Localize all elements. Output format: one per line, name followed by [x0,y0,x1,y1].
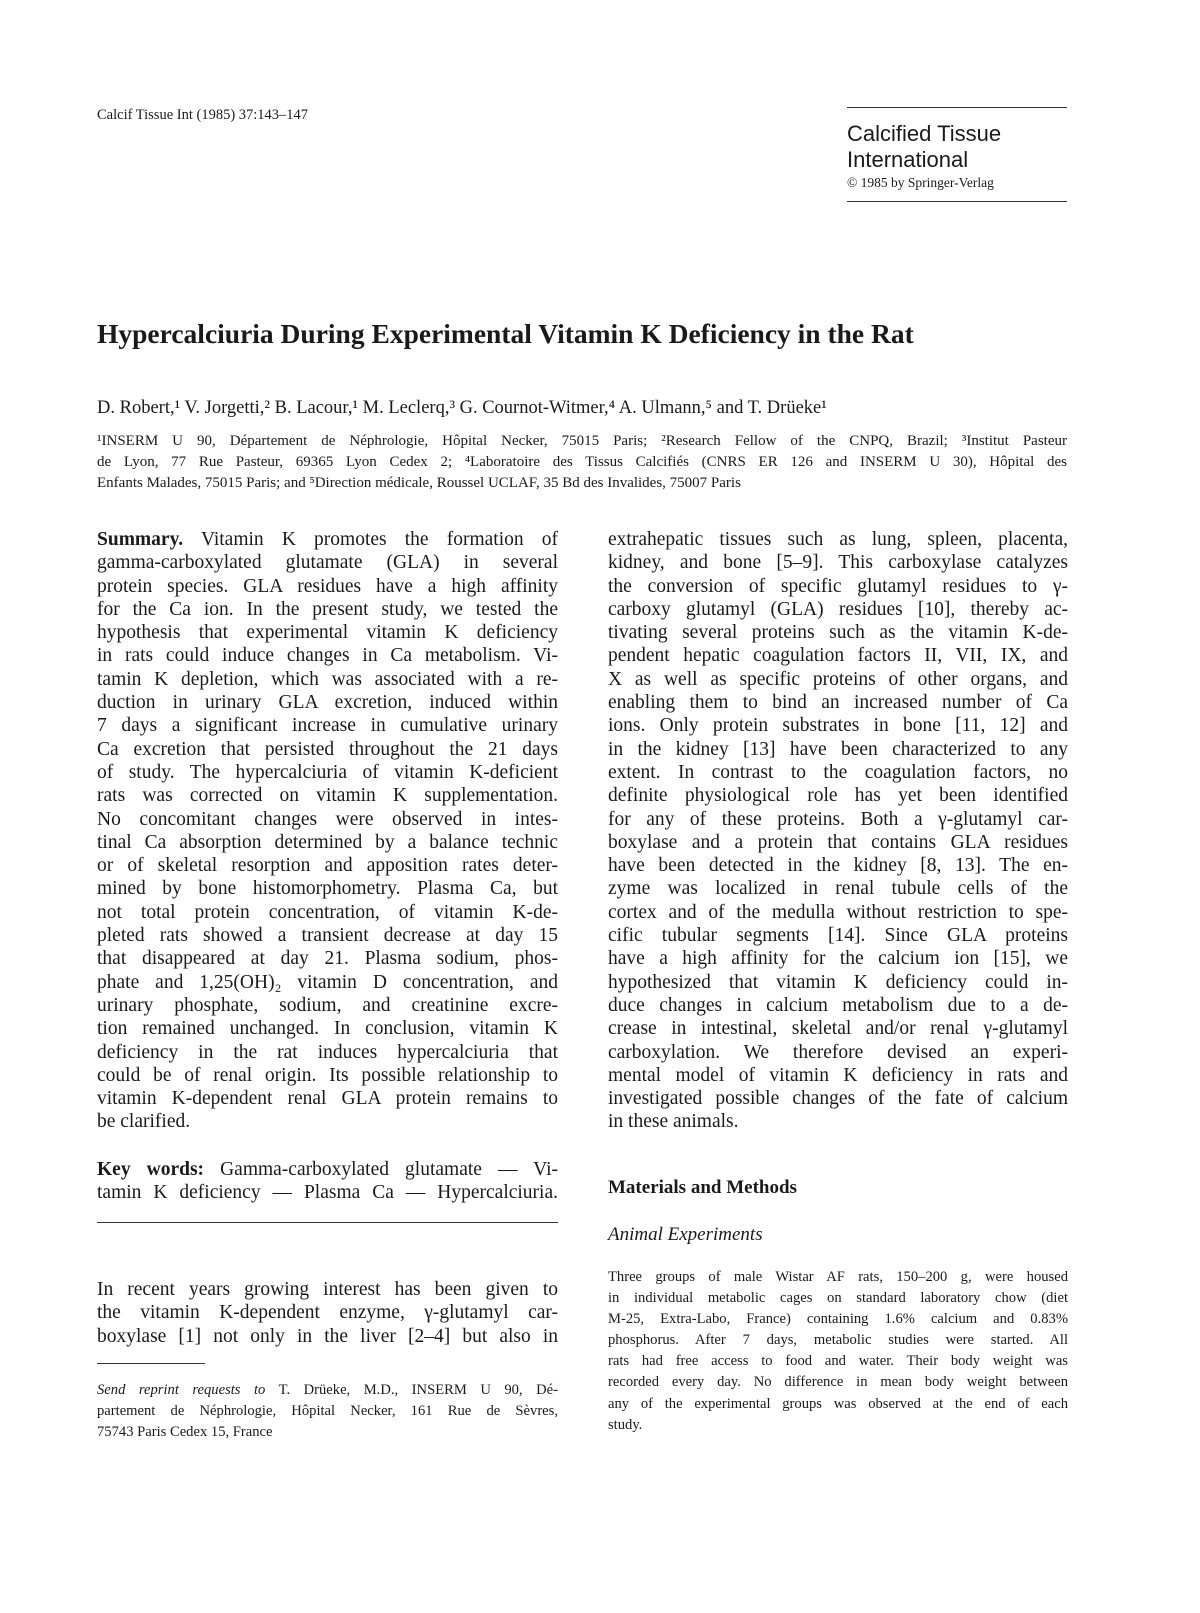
text-line [608,924,1068,947]
line-text: In recent years growing interest has been given to [97,1279,558,1300]
text-line [97,738,558,761]
line-text: rats was corrected on vitamin K supplementation. [97,785,558,807]
text-line [97,431,1067,452]
line-text: mental model of vitamin K deficiency in rats and [608,1064,1068,1086]
line-text: 75743 Paris Cedex 15, France [97,1424,273,1441]
text-line [97,1401,558,1422]
line-text: tinal Ca absorption determined by a balance technic [97,831,558,853]
journal-name-line: Calcified Tissue [847,121,1002,146]
text-line [97,1041,558,1064]
text-line [608,1087,1068,1110]
text-line [608,575,1068,598]
text-line [608,808,1068,831]
text-line [608,1394,1068,1415]
line-text: tamin K depletion, which was associated with a re- [97,668,558,690]
line-text: deficiency in the rat induces hypercalciuria that [97,1041,558,1063]
text-line [97,971,558,994]
line-text: protein species. GLA residues have a high affinity [97,575,558,597]
text-line [608,1017,1068,1040]
text-line [97,452,1067,473]
journal-name-line: International [847,147,969,172]
text-line [608,761,1068,784]
text-line [97,947,558,970]
text-line [608,714,1068,737]
line-text: any of the experimental groups was observed at the end of each [608,1395,1068,1412]
text-line [97,528,558,551]
keywords [97,1158,558,1205]
line-text: extrahepatic tissues such as lung, spleen, placenta, [608,529,1068,550]
line-text: gamma-carboxylated glutamate (GLA) in several [97,552,558,574]
text-line [97,808,558,831]
copyright: © 1985 by Springer-Verlag [847,175,994,190]
text-line [97,1064,558,1087]
line-text: pleted rats showed a transient decrease at day 15 [97,925,558,947]
text-line [608,598,1068,621]
text-line [608,644,1068,667]
section-heading: Materials and Methods [608,1177,797,1198]
line-text: ¹INSERM U 90, Département de Néphrologie, Hôpital Necker, 75015 Paris; ²Research Fellow of the CNPQ, Brazil; ³Institut Pasteur [97,433,1067,449]
line-text: vitamin K-dependent renal GLA protein remains to [97,1088,558,1110]
text-line [97,901,558,924]
text-line [608,901,1068,924]
paragraph-label: Summary. [97,529,184,550]
text-line [97,1158,558,1181]
footnote-divider [97,1363,205,1364]
line-text: have been detected in the kidney [8, 13]. The en- [608,855,1068,877]
text-line [97,473,1067,494]
line-text: that disappeared at day 21. Plasma sodium, phos- [97,948,558,970]
line-text: phosphorus. After 7 days, metabolic studies were started. All [608,1332,1068,1349]
intro-paragraph-continued [608,528,1068,1134]
line-text: partement de Néphrologie, Hôpital Necker, 161 Rue de Sèvres, [97,1403,558,1420]
footnote [97,1380,558,1443]
line-text: Enfants Malades, 75015 Paris; and ⁵Direction médicale, Roussel UCLAF, 35 Bd des Invalides, 75007 Paris [97,475,741,491]
text-line [608,1110,1068,1133]
line-text: M-25, Extra-Labo, France) containing 1.6% calcium and 0.83% [608,1311,1068,1328]
line-text: in these animals. [608,1111,739,1133]
text-line [608,784,1068,807]
text-line [608,1288,1068,1309]
methods-paragraph [608,1267,1068,1436]
text-line [97,1301,558,1324]
line-text: mined by bone histomorphometry. Plasma Ca, but [97,878,558,900]
text-line [608,947,1068,970]
text-line [97,854,558,877]
authors: D. Robert,¹ V. Jorgetti,² B. Lacour,¹ M. Leclerq,³ G. Cournot-Witmer,⁴ A. Ulmann,⁵ and T. Drüeke¹ [97,398,827,418]
text-line [97,784,558,807]
line-text: enabling them to bind an increased number of Ca [608,692,1068,714]
line-text: de Lyon, 77 Rue Pasteur, 69365 Lyon Cedex 2; ⁴Laboratoire des Tissus Calcifiés (CNRS ER 126 and INSERM U 30), Hôpital des [97,454,1067,470]
text-line [97,1181,558,1204]
text-line [97,1017,558,1040]
text-line [97,1110,558,1133]
line-text: for the Ca ion. In the present study, we tested the [97,598,558,620]
line-text: the conversion of specific glutamyl residues to γ- [608,575,1068,597]
line-text: Three groups of male Wistar AF rats, 150–200 g, were housed [608,1269,1068,1285]
line-text: study. [608,1416,643,1433]
journal-name [847,121,1067,173]
line-text: tivating several proteins such as the vitamin K-de- [608,622,1068,644]
line-text: tion remained unchanged. In conclusion, vitamin K [97,1018,558,1040]
text-line [97,644,558,667]
line-text: ions. Only protein substrates in bone [11, 12] and [608,715,1068,737]
line-text: could be of renal origin. Its possible relationship to [97,1064,558,1086]
line-text: cific tubular segments [14]. Since GLA proteins [608,925,1068,947]
line-text: T. Drüeke, M.D., INSERM U 90, Dé- [278,1382,558,1398]
intro-paragraph [97,1278,558,1348]
text-line [97,1278,558,1301]
line-text: X as well as specific proteins of other organs, and [608,668,1068,690]
text-line [97,877,558,900]
text-line [97,1087,558,1110]
summary [97,528,558,1134]
line-text: duction in urinary GLA excretion, induced within [97,692,558,714]
text-line [97,1422,558,1443]
line-text: definite physiological role has yet been identified [608,785,1068,807]
text-line [608,1372,1068,1393]
text-line [97,924,558,947]
line-text: boxylase [1] not only in the liver [2–4] but also in [97,1325,558,1347]
text-line [97,994,558,1017]
line-text: boxylase and a protein that contains GLA residues [608,831,1068,853]
line-text: or of skeletal resorption and apposition rates deter- [97,855,558,877]
line-text: investigated possible changes of the fate of calcium [608,1088,1068,1110]
text-line [97,668,558,691]
text-line [608,854,1068,877]
text-line [97,691,558,714]
text-line [608,551,1068,574]
line-text: of study. The hypercalciuria of vitamin K-deficient [97,761,558,783]
journal-box [847,107,1067,202]
line-text: Ca excretion that persisted throughout the 21 days [97,738,558,760]
section-divider [97,1222,558,1223]
line-text: urinary phosphate, sodium, and creatinine excre- [97,994,558,1016]
line-text: phate and 1,25(OH)₂ vitamin D concentration, and [97,971,558,993]
text-line [608,1309,1068,1330]
text-line [608,1351,1068,1372]
text-line [608,1041,1068,1064]
line-text: Vitamin K promotes the formation of [200,529,558,550]
text-line [97,831,558,854]
line-text: have a high affinity for the calcium ion [15], we [608,948,1068,970]
text-line [608,877,1068,900]
line-text: No concomitant changes were observed in intes- [97,808,558,830]
line-text: carboxy glutamyl (GLA) residues [10], thereby ac- [608,598,1068,620]
text-line [608,1267,1068,1288]
text-line [97,598,558,621]
line-text: extent. In contrast to the coagulation factors, no [608,761,1068,783]
text-line [97,1380,558,1401]
line-text: carboxylation. We therefore devised an experi- [608,1041,1068,1063]
text-line [97,551,558,574]
text-line [97,1325,558,1348]
text-line [97,714,558,737]
subsection-heading: Animal Experiments [608,1224,763,1245]
line-text: in individual metabolic cages on standard laboratory chow (diet [608,1290,1068,1307]
line-text: hypothesis that experimental vitamin K deficiency [97,622,558,644]
line-text: 7 days a significant increase in cumulative urinary [97,715,558,737]
line-text: Gamma-carboxylated glutamate — Vi- [220,1159,558,1180]
line-text: kidney, and bone [5–9]. This carboxylase catalyzes [608,552,1068,574]
text-line [608,621,1068,644]
line-text: duce changes in calcium metabolism due to a de- [608,994,1068,1016]
text-line [608,528,1068,551]
line-text: in the kidney [13] have been characterized to any [608,738,1068,760]
text-line [608,668,1068,691]
text-line [608,831,1068,854]
text-line [97,575,558,598]
line-text: rats had free access to food and water. Their body weight was [608,1353,1068,1370]
line-text: in rats could induce changes in Ca metabolism. Vi- [97,645,558,667]
text-line [608,994,1068,1017]
line-text: for any of these proteins. Both a γ-glutamyl car- [608,808,1068,830]
running-head: Calcif Tissue Int (1985) 37:143–147 [97,107,309,123]
article-title: Hypercalciuria During Experimental Vitamin K Deficiency in the Rat [97,318,914,349]
affiliations [97,431,1067,494]
text-line [608,971,1068,994]
text-line [97,761,558,784]
line-text: the vitamin K-dependent enzyme, γ-glutamyl car- [97,1302,558,1324]
line-text: pendent hepatic coagulation factors II, VII, IX, and [608,645,1068,667]
text-line [608,1064,1068,1087]
paragraph-label: Key words: [97,1159,205,1180]
line-text: hypothesized that vitamin K deficiency could in- [608,971,1068,993]
line-text: be clarified. [97,1111,191,1133]
line-text: recorded every day. No difference in mean body weight between [608,1374,1068,1391]
text-line [608,1330,1068,1351]
line-text: crease in intestinal, skeletal and/or renal γ-glutamyl [608,1018,1068,1040]
paragraph-label: Send reprint requests to [97,1382,266,1398]
line-text: not total protein concentration, of vitamin K-de- [97,901,558,923]
text-line [97,621,558,644]
text-line [608,691,1068,714]
text-line [608,738,1068,761]
line-text: zyme was localized in renal tubule cells of the [608,878,1068,900]
line-text: tamin K deficiency — Plasma Ca — Hypercalciuria. [97,1182,558,1204]
text-line [608,1415,1068,1436]
line-text: cortex and of the medulla without restriction to spe- [608,901,1068,923]
